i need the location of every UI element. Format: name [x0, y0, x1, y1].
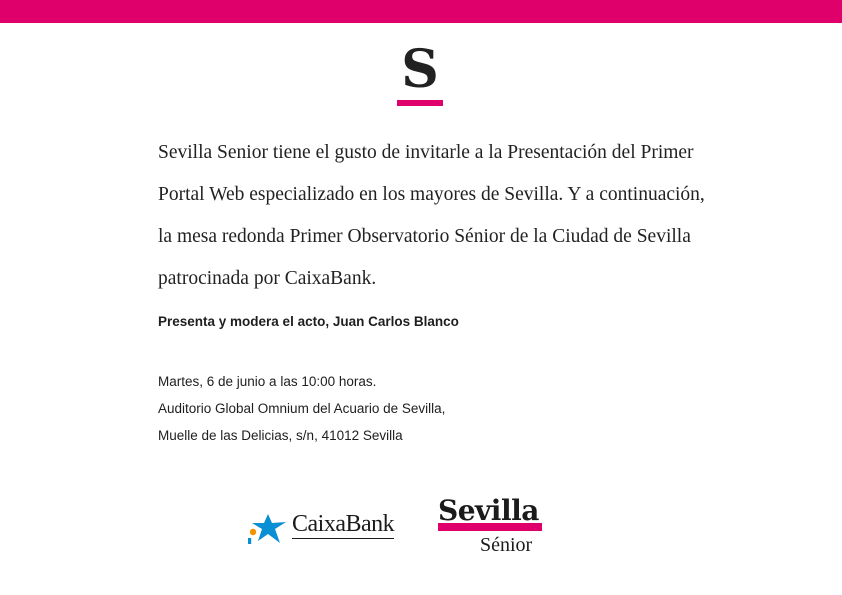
top-brand-bar	[0, 0, 842, 23]
event-details	[158, 368, 445, 449]
senior-wordmark: Sénior	[480, 534, 533, 556]
sevilla-senior-logo	[436, 494, 546, 564]
event-venue: Auditorio Global Omnium del Acuario de Sevilla,	[158, 401, 446, 416]
invitation-line: Portal Web especializado en los mayores de Sevilla. Y a continuación,	[158, 184, 705, 205]
monogram-underline	[397, 100, 443, 106]
sevilla-senior-monogram	[396, 40, 444, 108]
event-address: Muelle de las Delicias, s/n, 41012 Sevilla	[158, 428, 403, 443]
caixabank-wordmark: CaixaBank	[292, 511, 395, 537]
invitation-text	[158, 132, 758, 300]
sevilla-wordmark: Sevilla	[438, 494, 539, 527]
invitation-line: patrocinada por CaixaBank.	[158, 268, 377, 289]
event-date: Martes, 6 de junio a las 10:00 horas.	[158, 374, 377, 389]
star-person-icon	[244, 510, 288, 546]
caixabank-logo	[244, 508, 414, 548]
monogram-letter: S	[401, 39, 439, 100]
invitation-line: la mesa redonda Primer Observatorio Sénior de la Ciudad de Sevilla	[158, 226, 691, 247]
invitation-line: Sevilla Senior tiene el gusto de invitarle a la Presentación del Primer	[158, 142, 694, 163]
presenter-line: Presenta y modera el acto, Juan Carlos Blanco	[158, 314, 459, 329]
